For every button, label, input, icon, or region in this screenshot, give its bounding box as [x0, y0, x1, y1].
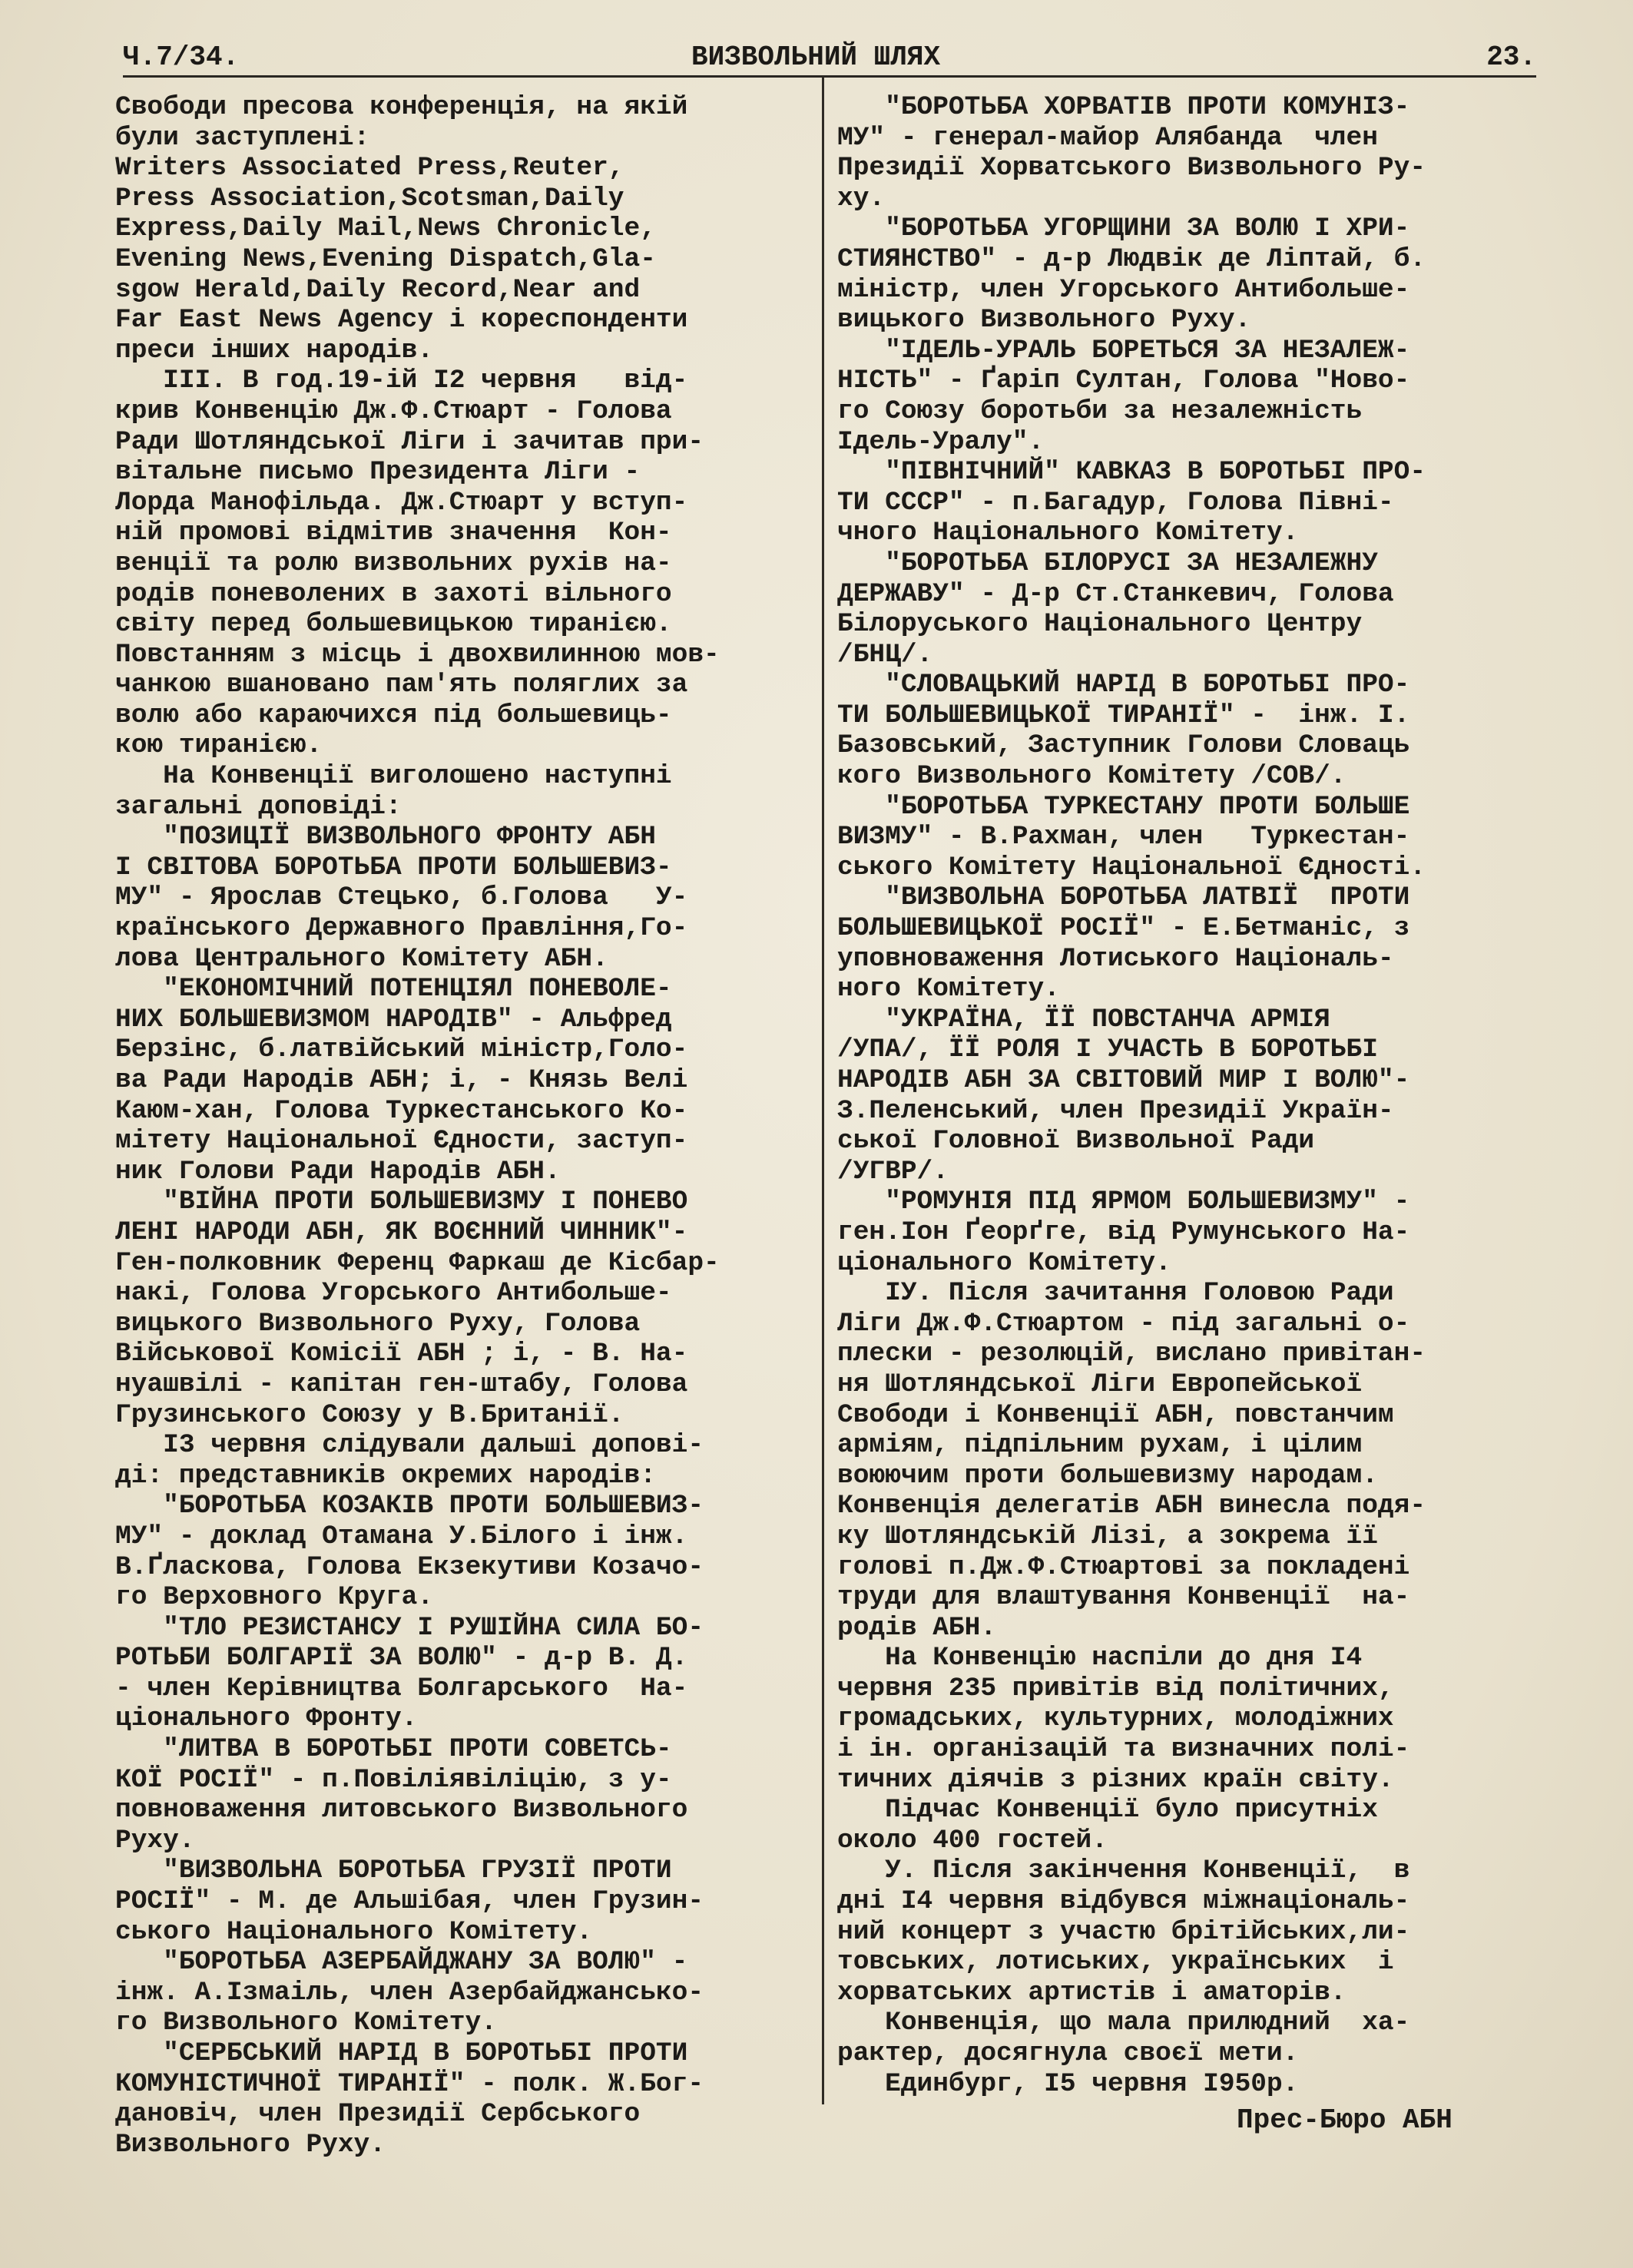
text-line: "БОРОТЬБА БІЛОРУСІ ЗА НЕЗАЛЕЖНУ — [837, 548, 1378, 578]
text-line: Руху. — [115, 1825, 195, 1856]
text-line: "БОРОТЬБА ХОРВАТІВ ПРОТИ КОМУНІЗ- — [837, 92, 1410, 122]
text-line: НІСТЬ" - Ґаріп Султан, Голова "Ново- — [837, 366, 1410, 396]
text-line: РОТЬБИ БОЛГАРІЇ ЗА ВОЛЮ" - д-р В. Д. — [115, 1643, 688, 1674]
text-line: "ВИЗВОЛЬНА БОРОТЬБА ГРУЗІЇ ПРОТИ — [115, 1856, 672, 1886]
text-line: плески - резолюцій, вислано привітан- — [837, 1339, 1426, 1369]
text-line: були заступлені: — [115, 122, 370, 153]
text-line: Ради Шотляндської Ліги і зачитав при- — [115, 426, 704, 457]
left-column — [115, 92, 814, 2160]
text-line: "БОРОТЬБА ТУРКЕСТАНУ ПРОТИ БОЛЬШЕ — [837, 791, 1410, 822]
text-line: мітету Національної Єдности, заступ- — [115, 1126, 688, 1157]
column-divider — [822, 77, 824, 2104]
text-line: Far East News Agency і кореспонденти — [115, 305, 688, 336]
text-line: дановіч, член Президії Сербського — [115, 2099, 641, 2130]
text-line: "ІДЕЛЬ-УРАЛЬ БОРЕТЬСЯ ЗА НЕЗАЛЕЖ- — [837, 335, 1410, 366]
text-line: І3 червня слідували дальші допові- — [115, 1430, 704, 1461]
text-line: "ТЛО РЕЗИСТАНСУ І РУШІЙНА СИЛА БО- — [115, 1612, 704, 1643]
text-line: Свободи пресова конференція, на якій — [115, 92, 688, 122]
text-line: Базовський, Заступник Голови Словаць — [837, 730, 1410, 761]
text-line: інж. А.Ізмаіль, член Азербайджансько- — [115, 1977, 704, 2008]
text-line: лова Центрального Комітету АБН. — [115, 943, 608, 974]
text-line: БОЛЬШЕВИЦЬКОЇ РОСІЇ" - Е.Бетманіс, з — [837, 913, 1410, 944]
text-line: "БОРОТЬБА УГОРЩИНИ ЗА ВОЛЮ І ХРИ- — [837, 214, 1410, 244]
text-line: В.Ґлаcкова, Голова Екзекутиви Козачо- — [115, 1551, 704, 1582]
text-line: чанкою вшановано пам'ять поляглих за — [115, 670, 688, 700]
signature: Прес-Бюро АБН — [1237, 2104, 1452, 2136]
text-line: "УКРАЇНА, ЇЇ ПОВСТАНЧА АРМІЯ — [837, 1004, 1330, 1035]
text-line: Evening News,Evening Dispatch,Gla- — [115, 243, 656, 274]
text-line: На Конвенцію наспіли до дня І4 — [837, 1643, 1363, 1674]
text-line: - член Керівництва Болгарського На- — [115, 1673, 688, 1703]
text-line: нуашвілі - капітан ген-штабу, Голова — [115, 1369, 688, 1399]
text-line: ня Шотляндської Ліги Европейської — [837, 1369, 1363, 1399]
issue-number: Ч.7/34. — [123, 41, 240, 73]
text-line: родів АБН. — [837, 1612, 997, 1643]
text-line: вітальне письмо Президента Ліги - — [115, 457, 641, 488]
text-line: Грузинського Союзу у В.Британії. — [115, 1399, 624, 1430]
text-line: воюючим проти большевизму народам. — [837, 1460, 1378, 1491]
text-line: уповноваження Лотиського Національ- — [837, 943, 1394, 974]
text-line: "БОРОТЬБА КОЗАКІВ ПРОТИ БОЛЬШЕВИЗ- — [115, 1491, 704, 1521]
text-line: МУ" - Ярослав Стецько, б.Голова У- — [115, 882, 688, 913]
text-line: З.Пеленський, член Президії Україн- — [837, 1095, 1394, 1126]
text-line: накі, Голова Угорського Антибольше- — [115, 1278, 672, 1309]
text-line: ку Шотляндській Лізі, а зокрема її — [837, 1521, 1378, 1551]
text-line: НИХ БОЛЬШЕВИЗМОМ НАРОДІВ" - Альфред — [115, 1004, 672, 1035]
text-line: "ПОЗИЦІЇ ВИЗВОЛЬНОГО ФРОНТУ АБН — [115, 822, 656, 853]
text-line: Единбург, І5 червня І950р. — [837, 2068, 1299, 2099]
text-line: Ідель-Уралу". — [837, 426, 1045, 457]
text-line: тичних діячів з різних країн світу. — [837, 1764, 1394, 1795]
header-rule — [123, 75, 1536, 78]
text-line: рактер, досягнула своєї мети. — [837, 2038, 1299, 2068]
text-line: КОЇ РОСІЇ" - п.Повіліявіліцію, з у- — [115, 1764, 672, 1795]
text-line: "БОРОТЬБА АЗЕРБАЙДЖАНУ ЗА ВОЛЮ" - — [115, 1947, 688, 1978]
text-line: ді: представників окремих народів: — [115, 1460, 656, 1491]
text-line: /БНЦ/. — [837, 639, 933, 670]
text-line: ний концерт з участю брітійських,ли- — [837, 1916, 1410, 1947]
text-line: Лорда Манофільда. Дж.Стюарт у вступ- — [115, 487, 688, 518]
text-line: ської Головної Визвольної Ради — [837, 1126, 1315, 1157]
text-line: волю або караючихся під большевиць- — [115, 700, 672, 730]
text-line: Свободи і Конвенції АБН, повстанчим — [837, 1399, 1394, 1430]
text-line: ТИ СССР" - п.Багадур, Голова Півні- — [837, 487, 1394, 518]
text-line: міністр, член Угорського Антибольше- — [837, 274, 1410, 305]
text-line: ген.Іон Ґеорґге, від Румунського На- — [837, 1217, 1410, 1247]
text-line: ній промові відмітив значення Кон- — [115, 518, 672, 548]
text-line: "ВИЗВОЛЬНА БОРОТЬБА ЛАТВІЇ ПРОТИ — [837, 882, 1410, 913]
text-line: крив Конвенцію Дж.Ф.Стюарт - Голова — [115, 396, 672, 426]
text-line: СТИЯНСТВО" - д-р Людвік де Ліптай, б. — [837, 243, 1426, 274]
text-line: голові п.Дж.Ф.Стюартові за покладені — [837, 1551, 1410, 1582]
page-number: 23. — [1486, 41, 1536, 73]
text-line: МУ" - генерал-майор Алябанда член — [837, 122, 1378, 153]
text-line: около 400 гостей. — [837, 1825, 1108, 1856]
text-line: ІІІ. В год.19-ій І2 червня від- — [115, 366, 688, 396]
text-line: кою тиранією. — [115, 730, 323, 761]
text-line: Берзінс, б.латвійський міністр,Голо- — [115, 1035, 688, 1065]
text-line: Військової Комісії АБН ; і, - В. На- — [115, 1339, 688, 1369]
text-line: На Конвенції виголошено наступні — [115, 761, 672, 792]
text-line: го Верховного Круга. — [115, 1582, 434, 1613]
text-line: світу перед большевицькою тиранією. — [115, 609, 672, 640]
text-line: громадських, культурних, молодіжних — [837, 1703, 1394, 1734]
text-line: ного Комітету. — [837, 974, 1060, 1005]
text-line: преси інших народів. — [115, 335, 434, 366]
text-line: /УГВР/. — [837, 1156, 949, 1187]
text-line: Конвенція, що мала прилюдний ха- — [837, 2008, 1410, 2038]
text-line: "СЕРБСЬКИЙ НАРІД В БОРОТЬБІ ПРОТИ — [115, 2038, 688, 2068]
text-line: вицького Визвольного Руху, Голова — [115, 1308, 641, 1339]
text-line: Президії Хорватського Визвольного Ру- — [837, 153, 1426, 184]
text-line: Writers Associated Press,Reuter, — [115, 153, 624, 184]
text-line: "ВІЙНА ПРОТИ БОЛЬШЕВИЗМУ І ПОНЕВО — [115, 1187, 688, 1217]
text-line: арміям, підпільним рухам, і цілим — [837, 1430, 1363, 1461]
text-line: го Визвольного Комітету. — [115, 2008, 497, 2038]
text-line: чного Національного Комітету. — [837, 518, 1299, 548]
text-line: венції та ролю визвольних рухів на- — [115, 548, 672, 578]
text-line: НАРОДІВ АБН ЗА СВІТОВИЙ МИР І ВОЛЮ"- — [837, 1065, 1410, 1095]
text-line: хорватських артистів і аматорів. — [837, 1977, 1346, 2008]
text-line: ник Голови Ради Народів АБН. — [115, 1156, 561, 1187]
journal-title: ВИЗВОЛЬНИЙ ШЛЯХ — [691, 41, 941, 73]
text-line: родів поневолених в захоті вільного — [115, 578, 672, 609]
text-line: "СЛОВАЦЬКИЙ НАРІД В БОРОТЬБІ ПРО- — [837, 670, 1410, 700]
text-line: ху. — [837, 183, 886, 214]
text-line: Ген-полковник Ференц Фаркаш де Кісбар- — [115, 1247, 720, 1278]
text-line: товських, лотиських, українських і — [837, 1947, 1394, 1978]
text-line: вицького Визвольного Руху. — [837, 305, 1251, 336]
text-line: "ПІВНІЧНИЙ" КАВКАЗ В БОРОТЬБІ ПРО- — [837, 457, 1426, 488]
right-column — [837, 92, 1544, 2099]
text-line: Express,Daily Mail,News Chronicle, — [115, 214, 656, 244]
text-line: ВИЗМУ" - В.Рахман, член Туркестан- — [837, 822, 1410, 853]
text-line: труди для влаштування Конвенції на- — [837, 1582, 1410, 1613]
text-line: Визвольного Руху. — [115, 2129, 386, 2160]
text-line: Білоруського Національного Центру — [837, 609, 1363, 640]
running-header — [123, 41, 1536, 78]
text-line: І СВІТОВА БОРОТЬБА ПРОТИ БОЛЬШЕВИЗ- — [115, 852, 672, 882]
text-line: sgow Herald,Daily Record,Near and — [115, 274, 641, 305]
text-line: дні І4 червня відбувся міжнаціональ- — [837, 1886, 1410, 1917]
text-line: Каюм-хан, Голова Туркестанського Ко- — [115, 1095, 688, 1126]
text-line: го Союзу боротьби за незалежність — [837, 396, 1363, 426]
text-line: ДЕРЖАВУ" - Д-р Ст.Станкевич, Голова — [837, 578, 1394, 609]
text-line: КОМУНІСТИЧНОЇ ТИРАНІЇ" - полк. Ж.Бог- — [115, 2068, 704, 2099]
text-line: загальні доповіді: — [115, 791, 402, 822]
text-line: ІУ. Після зачитання Головою Ради — [837, 1278, 1394, 1309]
text-line: Підчас Конвенції було присутніх — [837, 1795, 1378, 1826]
text-line: ва Ради Народів АБН; і, - Князь Велі — [115, 1065, 688, 1095]
text-line: ського Національного Комітету. — [115, 1916, 593, 1947]
text-line: ТИ БОЛЬШЕВИЦЬКОЇ ТИРАНІЇ" - інж. І. — [837, 700, 1410, 730]
text-line: кого Визвольного Комітету /СОВ/. — [837, 761, 1346, 792]
text-line: Press Association,Scotsman,Daily — [115, 183, 624, 214]
text-line: "ЕКОНОМІЧНИЙ ПОТЕНЦІЯЛ ПОНЕВОЛЕ- — [115, 974, 672, 1005]
text-line: "РОМУНІЯ ПІД ЯРМОМ БОЛЬШЕВИЗМУ" - — [837, 1187, 1410, 1217]
text-line: РОСІЇ" - М. де Альшібая, член Грузин- — [115, 1886, 704, 1917]
text-line: /УПА/, ЇЇ РОЛЯ І УЧАСТЬ В БОРОТЬБІ — [837, 1035, 1378, 1065]
text-line: Повстанням з місць і двохвилинною мов- — [115, 639, 720, 670]
text-line: ціонального Комітету. — [837, 1247, 1171, 1278]
text-line: У. Після закінчення Конвенції, в — [837, 1856, 1410, 1886]
text-line: Конвенція делегатів АБН винесла подя- — [837, 1491, 1426, 1521]
text-line: ціонального Фронту. — [115, 1703, 418, 1734]
text-line: повноваження литовського Визвольного — [115, 1795, 688, 1826]
text-line: МУ" - доклад Отамана У.Білого і інж. — [115, 1521, 688, 1551]
text-line: Ліги Дж.Ф.Стюартом - під загальні о- — [837, 1308, 1410, 1339]
text-line: "ЛИТВА В БОРОТЬБІ ПРОТИ СОВЕТСЬ- — [115, 1734, 672, 1765]
text-line: ЛЕНІ НАРОДИ АБН, ЯК ВОЄННИЙ ЧИННИК"- — [115, 1217, 688, 1247]
text-line: червня 235 привітів від політичних, — [837, 1673, 1394, 1703]
text-line: країнського Державного Правління,Го- — [115, 913, 688, 944]
text-line: і ін. організацій та визначних полі- — [837, 1734, 1410, 1765]
text-line: ського Комітету Національної Єдності. — [837, 852, 1426, 882]
